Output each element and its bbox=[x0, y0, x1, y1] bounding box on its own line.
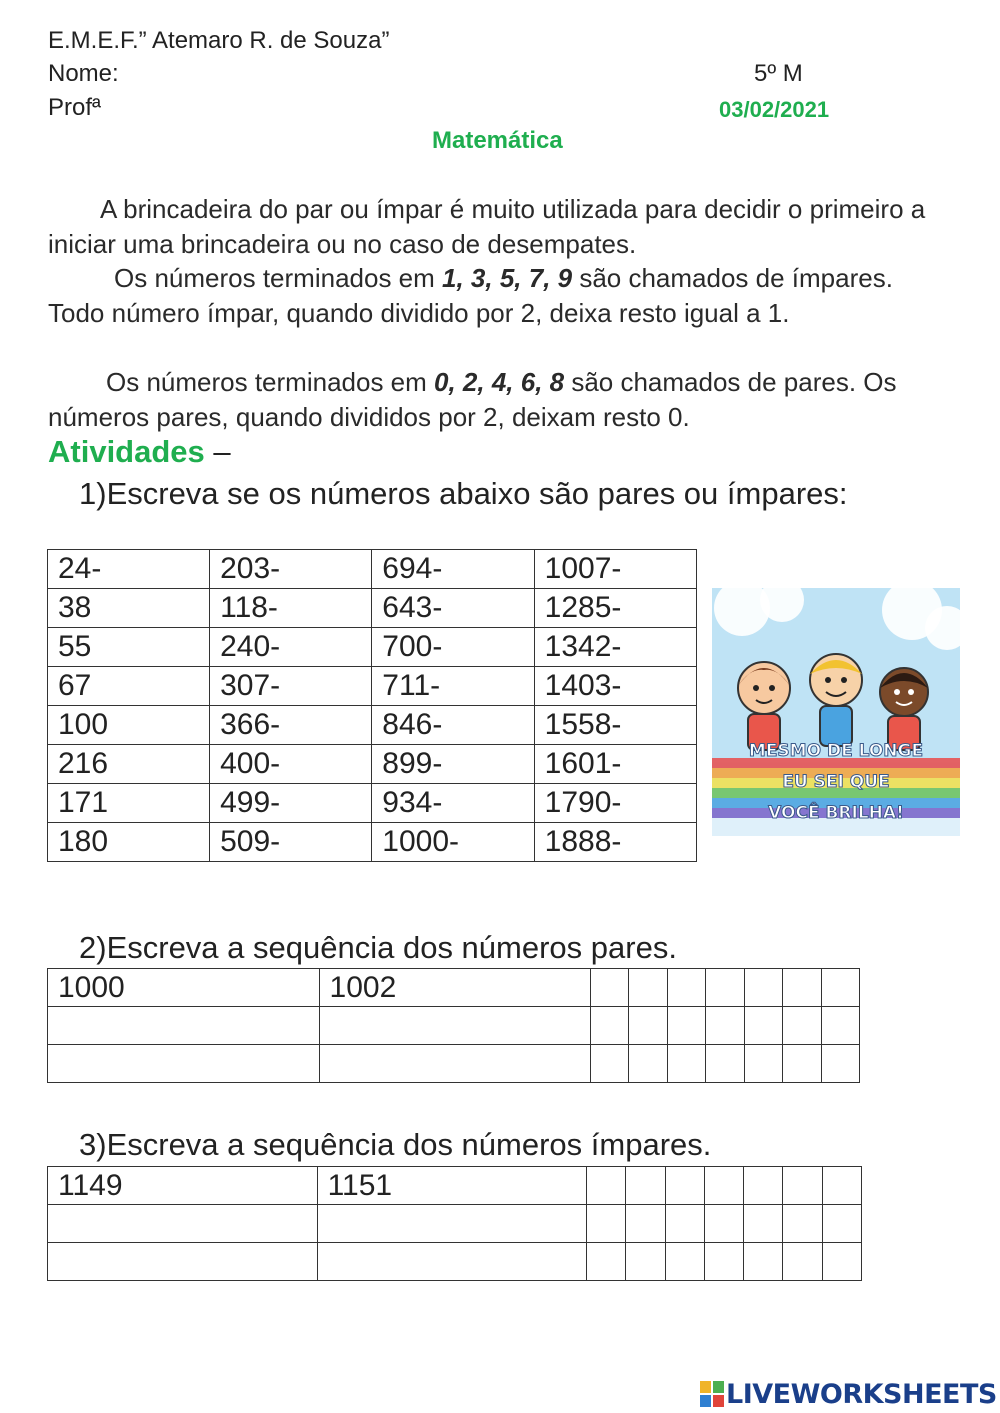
parity-cell: 643- bbox=[372, 589, 534, 628]
parity-cell: 1000- bbox=[372, 823, 534, 862]
even-sequence-cell: 1000 bbox=[48, 969, 320, 1007]
even-sequence-cell[interactable] bbox=[706, 969, 744, 1007]
activities-heading: Atividades – bbox=[48, 434, 231, 469]
even-sequence-cell[interactable] bbox=[821, 1007, 860, 1045]
image-caption-line-3: VOCÊ BRILHA! bbox=[768, 803, 904, 823]
parity-cell: 240- bbox=[210, 628, 372, 667]
odd-sequence-cell[interactable] bbox=[587, 1205, 626, 1243]
parity-cell: 1403- bbox=[534, 667, 696, 706]
parity-cell: 1888- bbox=[534, 823, 696, 862]
school-name: E.M.E.F.” Atemaro R. de Souza” bbox=[48, 27, 390, 54]
parity-cell: 203- bbox=[210, 550, 372, 589]
even-sequence-cell: 1002 bbox=[319, 969, 591, 1007]
even-sequence-cell[interactable] bbox=[783, 1045, 821, 1083]
odd-sequence-cell[interactable] bbox=[626, 1167, 665, 1205]
parity-cell: 934- bbox=[372, 784, 534, 823]
kids-rainbow-image bbox=[712, 588, 960, 836]
parity-cell: 366- bbox=[210, 706, 372, 745]
even-sequence-cell[interactable] bbox=[744, 1045, 782, 1083]
odd-sequence-cell: 1151 bbox=[317, 1167, 587, 1205]
even-sequence-cell[interactable] bbox=[48, 1007, 320, 1045]
parity-cell: 24- bbox=[48, 550, 210, 589]
table-row bbox=[48, 1205, 862, 1243]
even-sequence-cell[interactable] bbox=[48, 1045, 320, 1083]
class-label: 5º M bbox=[754, 60, 803, 87]
even-sequence-cell[interactable] bbox=[821, 969, 860, 1007]
even-sequence-cell[interactable] bbox=[783, 1007, 821, 1045]
even-sequence-cell[interactable] bbox=[783, 969, 821, 1007]
odd-sequence-cell[interactable] bbox=[822, 1243, 861, 1281]
even-sequence-cell[interactable] bbox=[319, 1045, 591, 1083]
parity-table bbox=[47, 549, 697, 862]
liveworksheets-logo bbox=[698, 1376, 997, 1412]
parity-cell: 1601- bbox=[534, 745, 696, 784]
even-sequence-cell[interactable] bbox=[629, 969, 667, 1007]
table-row bbox=[48, 1007, 860, 1045]
odd-sequence-cell[interactable] bbox=[587, 1243, 626, 1281]
parity-cell: 499- bbox=[210, 784, 372, 823]
subject-title: Matemática bbox=[432, 127, 563, 154]
odd-sequence-cell[interactable] bbox=[783, 1167, 822, 1205]
table-row bbox=[48, 589, 697, 628]
table-row bbox=[48, 667, 697, 706]
table-row bbox=[48, 745, 697, 784]
parity-cell: 38 bbox=[48, 589, 210, 628]
odd-sequence-cell[interactable] bbox=[704, 1167, 743, 1205]
odd-sequence-cell[interactable] bbox=[744, 1167, 783, 1205]
odd-sequence-table bbox=[47, 1166, 862, 1281]
parity-cell: 711- bbox=[372, 667, 534, 706]
odd-sequence-cell[interactable] bbox=[704, 1243, 743, 1281]
parity-cell: 118- bbox=[210, 589, 372, 628]
parity-cell: 846- bbox=[372, 706, 534, 745]
even-sequence-cell[interactable] bbox=[706, 1045, 744, 1083]
name-label: Nome: bbox=[48, 60, 119, 87]
odd-sequence-cell[interactable] bbox=[626, 1205, 665, 1243]
image-caption-line-1: MESMO DE LONGE bbox=[748, 741, 924, 761]
even-sequence-cell[interactable] bbox=[629, 1045, 667, 1083]
even-sequence-cell[interactable] bbox=[744, 1007, 782, 1045]
parity-cell: 1285- bbox=[534, 589, 696, 628]
intro-paragraph-1: A brincadeira do par ou ímpar é muito utilizada para decidir o primeiro a iniciar uma brincadeira ou no caso de desempates. bbox=[48, 194, 926, 259]
even-sequence-cell[interactable] bbox=[667, 969, 705, 1007]
odd-sequence-cell[interactable] bbox=[704, 1205, 743, 1243]
parity-cell: 1342- bbox=[534, 628, 696, 667]
parity-cell: 180 bbox=[48, 823, 210, 862]
parity-cell: 1790- bbox=[534, 784, 696, 823]
parity-cell: 1007- bbox=[534, 550, 696, 589]
odd-sequence-cell[interactable] bbox=[626, 1243, 665, 1281]
odd-sequence-cell[interactable] bbox=[783, 1243, 822, 1281]
odd-sequence-cell: 1149 bbox=[48, 1167, 318, 1205]
parity-cell: 67 bbox=[48, 667, 210, 706]
liveworksheets-icon bbox=[698, 1379, 726, 1409]
odd-sequence-cell[interactable] bbox=[48, 1205, 318, 1243]
parity-cell: 400- bbox=[210, 745, 372, 784]
table-row bbox=[48, 1243, 862, 1281]
rainbow bbox=[712, 758, 960, 836]
even-sequence-cell[interactable] bbox=[591, 1045, 629, 1083]
parity-cell: 694- bbox=[372, 550, 534, 589]
parity-cell: 899- bbox=[372, 745, 534, 784]
even-sequence-cell[interactable] bbox=[667, 1007, 705, 1045]
even-sequence-cell[interactable] bbox=[744, 969, 782, 1007]
odd-sequence-cell[interactable] bbox=[822, 1167, 861, 1205]
odd-sequence-cell[interactable] bbox=[48, 1243, 318, 1281]
even-sequence-table bbox=[47, 968, 860, 1083]
odd-sequence-cell[interactable] bbox=[744, 1205, 783, 1243]
odd-sequence-cell[interactable] bbox=[665, 1167, 704, 1205]
odd-sequence-cell[interactable] bbox=[744, 1243, 783, 1281]
parity-cell: 171 bbox=[48, 784, 210, 823]
image-caption-line-2: EU SEI QUE bbox=[782, 772, 890, 792]
table-row bbox=[48, 823, 697, 862]
logo-text: LIVEWORKSHEETS bbox=[726, 1378, 997, 1410]
odd-sequence-cell[interactable] bbox=[665, 1243, 704, 1281]
even-sequence-cell[interactable] bbox=[629, 1007, 667, 1045]
table-row bbox=[48, 784, 697, 823]
parity-cell: 1558- bbox=[534, 706, 696, 745]
parity-cell: 216 bbox=[48, 745, 210, 784]
parity-cell: 55 bbox=[48, 628, 210, 667]
date: 03/02/2021 bbox=[719, 97, 830, 122]
even-sequence-cell[interactable] bbox=[591, 969, 629, 1007]
even-sequence-cell[interactable] bbox=[821, 1045, 860, 1083]
question-1: 1)Escreva se os números abaixo são pares ou ímpares: bbox=[79, 476, 848, 511]
even-sequence-cell[interactable] bbox=[706, 1007, 744, 1045]
even-sequence-cell[interactable] bbox=[319, 1007, 591, 1045]
table-row bbox=[48, 1167, 862, 1205]
intro-paragraph-3: Os números terminados em 0, 2, 4, 6, 8 são chamados de pares. Os números pares, quando divididos por 2, deixam resto 0. bbox=[48, 367, 897, 432]
parity-cell: 700- bbox=[372, 628, 534, 667]
even-sequence-cell[interactable] bbox=[667, 1045, 705, 1083]
table-row bbox=[48, 628, 697, 667]
odd-sequence-cell[interactable] bbox=[317, 1243, 587, 1281]
parity-cell: 509- bbox=[210, 823, 372, 862]
question-3: 3)Escreva a sequência dos números ímpares. bbox=[79, 1127, 712, 1162]
odd-sequence-cell[interactable] bbox=[587, 1167, 626, 1205]
teacher-label: Profª bbox=[48, 94, 101, 121]
table-row bbox=[48, 706, 697, 745]
kid-3 bbox=[880, 668, 928, 750]
odd-sequence-cell[interactable] bbox=[665, 1205, 704, 1243]
even-sequence-cell[interactable] bbox=[591, 1007, 629, 1045]
parity-cell: 100 bbox=[48, 706, 210, 745]
table-row bbox=[48, 1045, 860, 1083]
odd-sequence-cell[interactable] bbox=[317, 1205, 587, 1243]
table-row bbox=[48, 550, 697, 589]
table-row bbox=[48, 969, 860, 1007]
question-2: 2)Escreva a sequência dos números pares. bbox=[79, 930, 677, 965]
odd-sequence-cell[interactable] bbox=[822, 1205, 861, 1243]
parity-cell: 307- bbox=[210, 667, 372, 706]
odd-sequence-cell[interactable] bbox=[783, 1205, 822, 1243]
intro-paragraph-2: Os números terminados em 1, 3, 5, 7, 9 são chamados de ímpares. Todo número ímpar, quando dividido por 2, deixa resto igual a 1. bbox=[48, 263, 893, 328]
